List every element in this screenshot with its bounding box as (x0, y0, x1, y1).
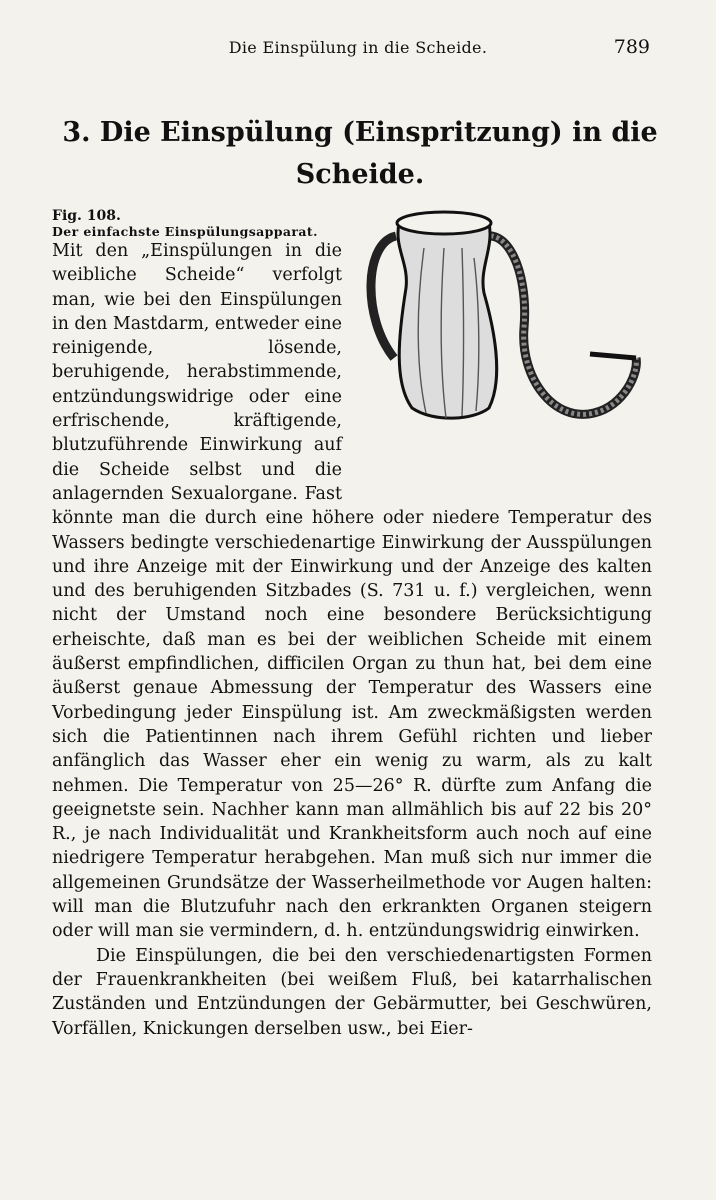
paragraph-2: Die Einspülungen, die bei den verschiedenartigsten Formen der Frauenkrankheiten (bei weißem Fluß, bei katarrhalischen Zuständen und Entzündungen der Gebärmutter, bei Geschwüren, Vorfällen, Knickungen derselben usw., bei Eier- (52, 945, 652, 1039)
section-number: 3. (62, 117, 91, 148)
page-number: 789 (613, 36, 650, 58)
irrigator-jug-icon (354, 208, 654, 444)
body-text (52, 204, 652, 1041)
figure (354, 208, 654, 483)
figure-number: Fig. 108. (52, 208, 121, 224)
section-heading: Die Einspülung (Einspritzung) in die Scheide. (99, 117, 658, 190)
section-title (60, 112, 660, 196)
running-head: Die Einspülung in die Scheide. (228, 38, 488, 57)
figure-caption: Der einfachste Einspülungsapparat. (52, 224, 318, 239)
paragraph-1-text: Mit den „Einspülungen in die weibliche Scheide“ verfolgt man, wie bei den Einspülungen in den Mastdarm, entweder eine reinigende, lösende, beruhigende, herabstimmende, entzündungswidrige oder eine erfrischende, kräftigende, blutzuführende Einwirkung auf die Scheide selbst und die anlagernden Sexualorgane. Fast könnte man die durch eine höhere oder niedere Temperatur des Wassers bedingte verschiedenartige Einwirkung der Ausspülungen und ihre Anzeige mit der Einwirkung und der Anzeige des kalten und des beruhigenden Sitzbades (S. 731 u. f.) vergleichen, wenn nicht der Umstand noch eine besondere Berücksichtigung erheischte, daß man es bei der weiblichen Scheide mit einem äußerst empfindlichen, difficilen Organ zu thun hat, bei dem eine äußerst genaue Abmessung der Temperatur des Wassers eine Vorbedingung jeder Einspülung ist. Am zweckmäßigsten werden sich die Patientinnen nach ihrem Gefühl richten und lieber anfänglich das Wasser eher ein wenig zu warm, als zu kalt nehmen. Die Temperatur von 25—26° R. dürfte zum Anfang die geeignetste sein. Nachher kann man allmählich bis auf 22 bis 20° R., je nach Individualität und Krankheitsform auch noch auf eine niedrigere Temperatur herabgehen. Man muß sich nur immer die allgemeinen Grundsätze der Wasserheilmethode vor Augen halten: will man die Blutzufuhr nach den erkrankten Organen steigern oder will man sie vermindern, d. h. entzündungswidrig einwirken. (52, 241, 652, 942)
